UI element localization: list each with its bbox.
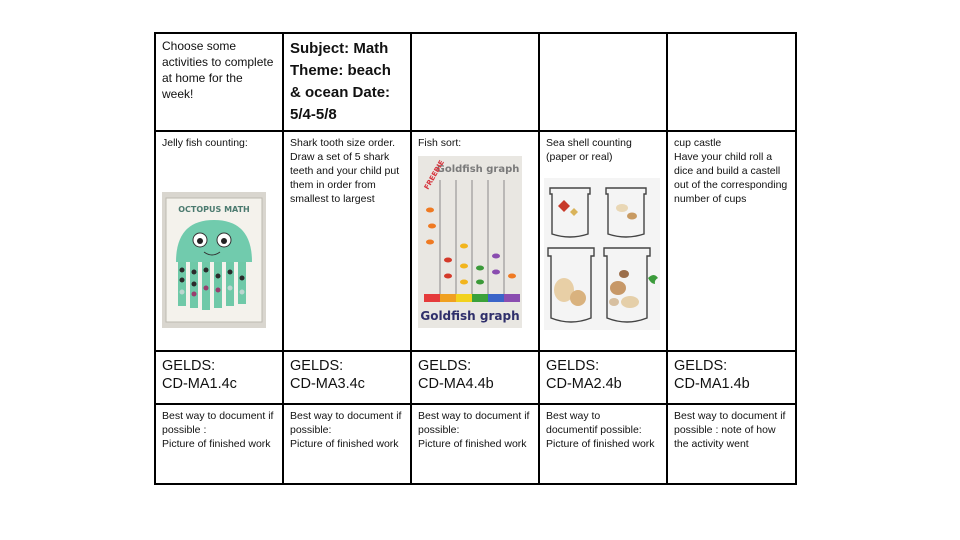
- documentation-note: Best way to document if possible: Picture of finished work: [411, 404, 539, 484]
- activity-cell-cup-castle: [667, 131, 796, 351]
- documentation-row: [155, 404, 796, 484]
- intro-cell: [155, 33, 283, 131]
- intro-text: Choose some activities to complete at home for the week!: [162, 39, 274, 101]
- empty-cell: [411, 33, 539, 131]
- subject-theme-date: Subject: Math Theme: beach & ocean Date: 5/4-5/8: [290, 40, 391, 123]
- activity-title: Fish sort:: [418, 137, 462, 149]
- activity-table: [154, 32, 797, 485]
- octopus-math-label: OCTOPUS MATH: [178, 205, 250, 214]
- goldfish-graph-photo: [418, 156, 532, 328]
- activity-cell-shark-teeth: [283, 131, 411, 351]
- activity-title: Jelly fish counting:: [162, 137, 248, 149]
- freebie-corner-label: FREEBIE: [422, 158, 446, 191]
- gelds-standard: GELDS: CD-MA4.4b: [411, 351, 539, 404]
- documentation-note: Best way to document if possible: Picture of finished work: [283, 404, 411, 484]
- gelds-standard: GELDS: CD-MA1.4b: [667, 351, 796, 404]
- empty-cell: [667, 33, 796, 131]
- documentation-note: Best way to document if possible : Picture of finished work: [155, 404, 283, 484]
- gelds-row: [155, 351, 796, 404]
- header-row: [155, 33, 796, 131]
- gelds-standard: GELDS: CD-MA1.4c: [155, 351, 283, 404]
- activity-cell-jellyfish: [155, 131, 283, 351]
- activity-title: Shark tooth size order. Draw a set of 5 shark teeth and your child put them in order from smallest to largest: [290, 137, 400, 205]
- jellyfish-counting-photo: [162, 192, 276, 328]
- subject-cell: [283, 33, 411, 131]
- gelds-standard: GELDS: CD-MA3.4c: [283, 351, 411, 404]
- gelds-standard: GELDS: CD-MA2.4b: [539, 351, 667, 404]
- documentation-note: Best way to document if possible : note of how the activity went: [667, 404, 796, 484]
- sea-shell-jars-photo: [544, 178, 660, 330]
- activity-title: Sea shell counting (paper or real): [546, 137, 632, 163]
- activity-cell-sea-shells: [539, 131, 667, 351]
- activity-cell-fish-sort: [411, 131, 539, 351]
- activities-row: [155, 131, 796, 351]
- goldfish-graph-bottom-label: Goldfish graph: [420, 309, 520, 323]
- activity-title: cup castle Have your child roll a dice and build a castell out of the corresponding number of cups: [674, 137, 788, 205]
- goldfish-graph-title: Goldfish graph: [436, 164, 520, 175]
- empty-cell: [539, 33, 667, 131]
- documentation-note: Best way to documentif possible: Picture of finished work: [539, 404, 667, 484]
